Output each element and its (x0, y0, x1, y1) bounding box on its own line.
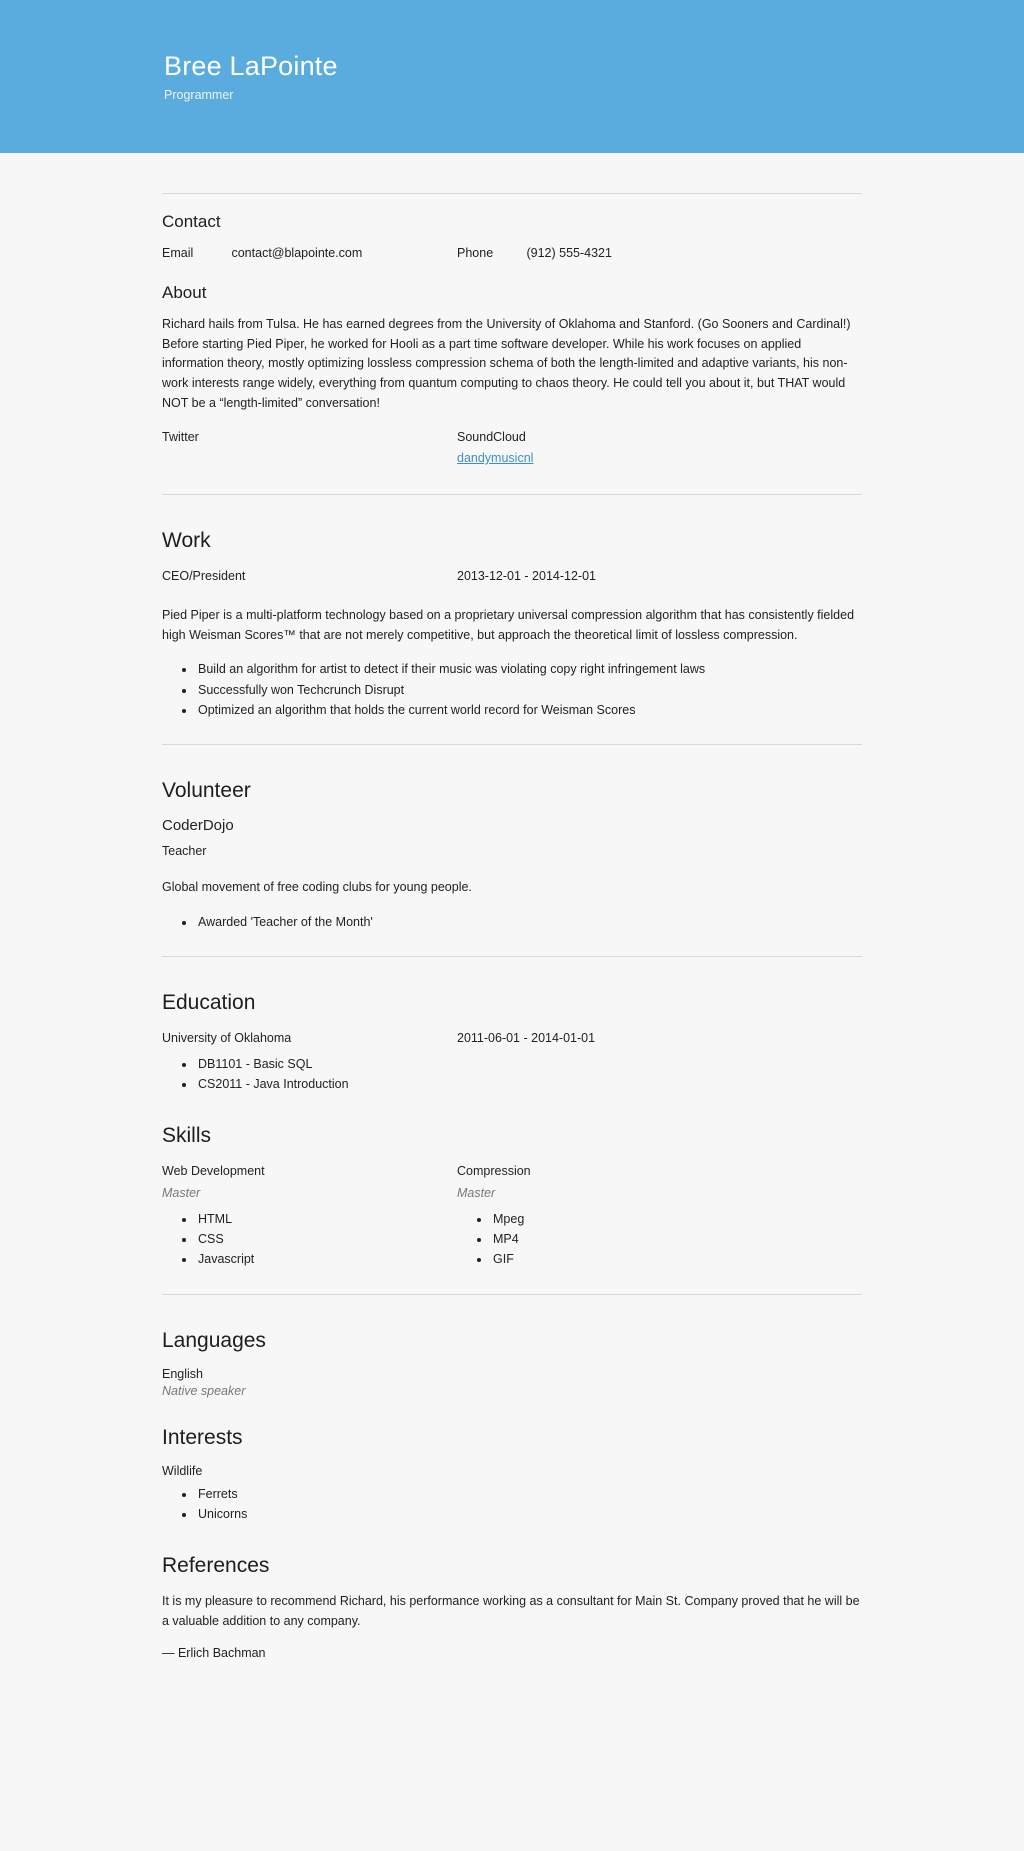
work-position: CEO/President (162, 569, 246, 583)
phone-value: (912) 555-4321 (526, 246, 612, 260)
divider-wrap-languages (162, 1280, 862, 1329)
section-heading-work: Work (162, 529, 211, 552)
spacer (162, 1398, 862, 1426)
list-item: • Build an algorithm for artist to detect if their music was violating copy right infringement laws (196, 659, 862, 679)
divider-wrap-education (162, 942, 862, 991)
spacer (162, 1534, 862, 1554)
divider-education (162, 956, 862, 957)
education-institution: University of Oklahoma (162, 1031, 292, 1045)
profile-network-label: Twitter (162, 429, 199, 444)
divider-volunteer (162, 744, 862, 745)
resume-content (162, 153, 862, 1723)
header-subtitle: Programmer (164, 88, 234, 103)
email-label: Email (162, 246, 194, 260)
email-value: contact@blapointe.com (231, 246, 363, 260)
divider-wrap-volunteer (162, 730, 862, 779)
work-highlights (162, 659, 862, 720)
spacer (162, 1104, 862, 1124)
skill-keywords (457, 1209, 802, 1270)
volunteer-highlights (162, 912, 862, 932)
resume-banner (0, 0, 1024, 153)
skill-name: Web Development (162, 1164, 265, 1179)
list-item: • CS2011 - Java Introduction (196, 1074, 862, 1094)
education-dates: 2011-06-01 - 2014-01-01 (457, 1031, 596, 1045)
volunteer-organization: CoderDojo (162, 817, 234, 834)
section-heading-education: Education (162, 991, 256, 1014)
interest-name: Wildlife (162, 1463, 203, 1478)
list-item: • Mpeg (491, 1209, 802, 1229)
education-courses (162, 1054, 862, 1095)
contact-row (162, 244, 862, 263)
divider-top (162, 193, 862, 194)
skill-keywords (162, 1209, 457, 1270)
list-item: • Successfully won Techcrunch Disrupt (196, 680, 862, 700)
skill-name: Compression (457, 1164, 531, 1179)
reference-author: — Erlich Bachman (162, 1645, 266, 1660)
list-item: • GIF (491, 1249, 802, 1269)
divider-work (162, 494, 862, 495)
skills-row (162, 1162, 862, 1279)
list-item: • Unicorns (196, 1504, 862, 1524)
phone-label: Phone (457, 246, 494, 260)
work-summary: Pied Piper is a multi-platform technology based on a proprietary universal compression algorithm that has consistently fielded high Weisman Scores™ that are not merely competitive, but approach the theoretical limit of lossless compression. (162, 607, 855, 642)
profile-username-link[interactable]: dandymusicnl (457, 451, 534, 466)
list-item: • Optimized an algorithm that holds the current world record for Weisman Scores (196, 700, 862, 720)
contact-phone-group (457, 244, 802, 263)
list-item: • DB1101 - Basic SQL (196, 1054, 862, 1074)
skill-level: Master (162, 1186, 201, 1200)
list-item: • CSS (196, 1229, 457, 1249)
skill-level: Master (457, 1186, 496, 1200)
divider-wrap-work (162, 480, 862, 529)
interest-keywords (162, 1484, 862, 1525)
list-item: • MP4 (491, 1229, 802, 1249)
work-dates: 2013-12-01 - 2014-12-01 (457, 569, 596, 583)
education-entry-header (162, 1029, 862, 1048)
list-item: • Javascript (196, 1249, 457, 1269)
language-name: English (162, 1366, 203, 1381)
about-summary: Richard hails from Tulsa. He has earned degrees from the University of Oklahoma and Stanford. (Go Sooners and Cardinal!) Before starting Pied Piper, he worked for Hooli as a part time software developer. While his work focuses on applied information theory, mostly optimizing lossless compression schema of both the length-limited and adaptive variants, his non-work interests range widely, everything from quantum computing to chaos theory. He could tell you about it, but THAT would NOT be a “length-limited” conversation! (162, 316, 851, 410)
volunteer-summary: Global movement of free coding clubs for young people. (162, 880, 472, 894)
profiles-row (162, 428, 862, 469)
contact-email-group (162, 244, 457, 263)
section-heading-about: About (162, 282, 207, 302)
divider-languages (162, 1294, 862, 1295)
list-item: • HTML (196, 1209, 457, 1229)
section-heading-references: References (162, 1554, 270, 1577)
profile-soundcloud (457, 428, 802, 469)
section-heading-contact: Contact (162, 212, 221, 231)
skill-web-development (162, 1162, 457, 1279)
section-heading-interests: Interests (162, 1425, 243, 1449)
list-item: • Ferrets (196, 1484, 862, 1504)
volunteer-position: Teacher (162, 844, 207, 858)
list-item: • Awarded 'Teacher of the Month' (196, 912, 862, 932)
work-entry-header (162, 567, 862, 586)
page-title: Bree LaPointe (164, 51, 338, 81)
section-heading-skills: Skills (162, 1124, 212, 1148)
section-heading-languages: Languages (162, 1328, 266, 1352)
reference-text: It is my pleasure to recommend Richard, his performance working as a consultant for Main St. Company proved that he will be a valuable addition to any company. (162, 1594, 860, 1628)
section-heading-volunteer: Volunteer (162, 779, 251, 802)
language-fluency: Native speaker (162, 1383, 246, 1398)
profile-network-label: SoundCloud (457, 429, 526, 444)
profile-twitter (162, 428, 457, 469)
skill-compression (457, 1162, 802, 1279)
